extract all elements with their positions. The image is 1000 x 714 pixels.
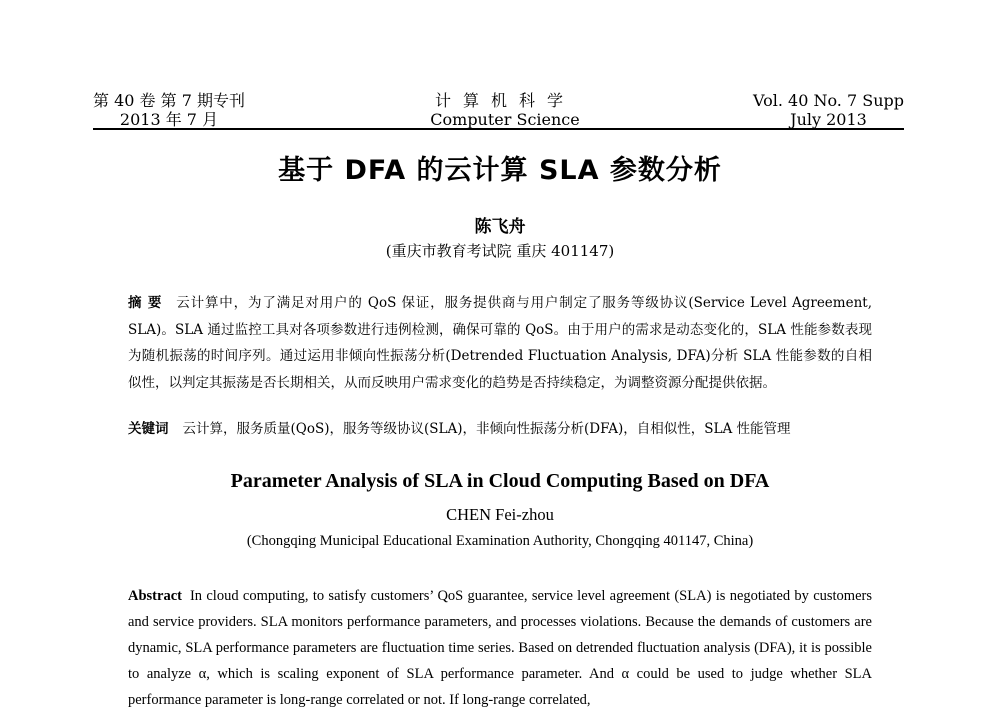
- header-divider: [93, 128, 904, 130]
- abstract-en: [128, 583, 872, 713]
- abstract-en-label: Abstract: [128, 588, 182, 604]
- paper-title: 基于 DFA 的云计算 SLA 参数分析: [278, 155, 722, 186]
- author-affiliation-en: (Chongqing Municipal Educational Examination Authority, Chongqing 401147, China): [246, 533, 754, 549]
- journal-name-en: Computer Science: [430, 110, 580, 129]
- paper-title-en: Parameter Analysis of SLA in Cloud Computing Based on DFA: [230, 470, 770, 492]
- journal-name: [400, 91, 610, 129]
- journal-name-cn: 计算机科学: [434, 91, 575, 110]
- keywords-cn-text: 云计算，服务质量(QoS)，服务等级协议(SLA)，非倾向性振荡分析(DFA)，自相似性，SLA 性能管理: [182, 421, 791, 437]
- author-name-en: CHEN Fei-zhou: [446, 505, 554, 524]
- keywords-cn: [128, 418, 872, 440]
- author-name: 陈飞舟: [474, 217, 526, 237]
- journal-volume-info: [93, 91, 245, 129]
- abstract-cn: [128, 290, 872, 396]
- keywords-cn-label: 关键词: [128, 421, 169, 437]
- publication-date-en: July 2013: [790, 110, 867, 129]
- journal-volume-info-en: [753, 91, 904, 129]
- abstract-cn-label: 摘 要: [128, 295, 163, 311]
- abstract-en-text: In cloud computing, to satisfy customers’ QoS guarantee, service level agreement (SLA) is negotiated by customers and service providers. SLA monitors performance parameters, and processes violations. Because the demands of customers are dynamic, SLA performance parameters are fluctuation time series. Based on detrended fluctuation analysis (DFA), it is possible to analyze α, which is scaling exponent of SLA performance parameter. And α could be used to judge whether SLA performance parameter is long-range correlated or not. If long-range correlated,: [128, 588, 872, 708]
- abstract-cn-text: 云计算中，为了满足对用户的 QoS 保证，服务提供商与用户制定了服务等级协议(Service Level Agreement, SLA)。SLA 通过监控工具对各项参数进行违例检测，确保可靠的 QoS。由于用户的需求是动态变化的，SLA 性能参数表现为随机振荡的时间序列。通过运用非倾向性振荡分析(Detrended Fluctuation Analysis, DFA)分析 SLA 性能参数的自相似性，以判定其振荡是否长期相关，从而反映用户需求变化的趋势是否持续稳定，为调整资源分配提供依据。: [128, 295, 872, 391]
- author-affiliation: (重庆市教育考试院 重庆 401147): [385, 242, 615, 260]
- publication-date-cn: 2013 年 7 月: [119, 110, 219, 129]
- volume-issue-en: Vol. 40 No. 7 Supp: [753, 91, 904, 110]
- volume-issue: 第 40 卷 第 7 期专刊: [93, 91, 245, 110]
